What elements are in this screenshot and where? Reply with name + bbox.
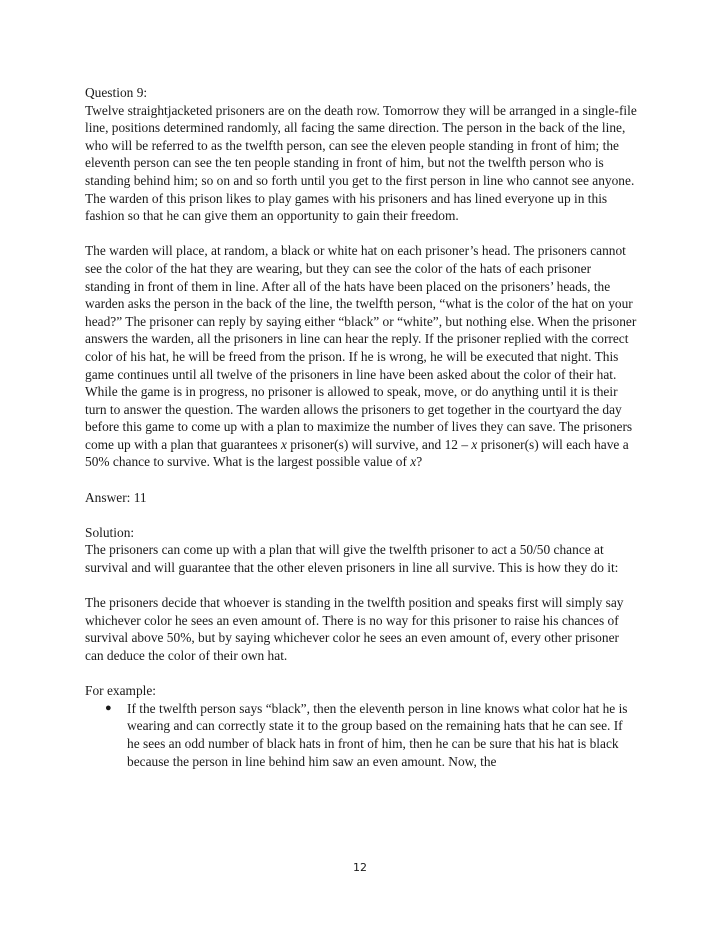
problem-paragraph-1: Twelve straightjacketed prisoners are on the death row. Tomorrow they will be arranged in a single-file line, positions determined randomly, all facing the same direction. The person in the back of the line, who will be referred to as the twelfth person, can see the eleven people standing in front of him; the eleventh person can see the ten people standing in front of him, but not the twelfth person who is standing behind him; so on and so forth until you get to the first person in line who cannot see anyone. The warden of this prison likes to play games with his prisoners and has lined everyone up in this fashion so that he can give them an opportunity to gain their freedom.: [85, 102, 637, 224]
variable-x: x: [410, 454, 417, 470]
list-item: [85, 700, 637, 770]
problem-paragraph-2-end: ?: [416, 454, 423, 470]
example-list: [85, 700, 637, 770]
problem-paragraph-2-mid2: prisoner(s) will each have a 50% chance to survive. What is the largest possible value of: [85, 436, 629, 470]
solution-paragraph-1: The prisoners can come up with a plan that will give the twelfth prisoner to act a 50/50 chance at survival and will guarantee that the other eleven prisoners in line all survive. This is how they do it:: [85, 542, 619, 576]
question-title: Question 9:: [85, 85, 148, 100]
solution-paragraph-2: The prisoners decide that whoever is standing in the twelfth position and speaks first will simply say whichever color he sees an even amount of. There is no way for this prisoner to raise his chances of survival above 50%, but by saying whichever color he sees an even amount of, every other prisoner can deduce the color of their own hat.: [85, 595, 624, 663]
variable-x: x: [471, 436, 478, 452]
problem-paragraph-2: [85, 242, 637, 471]
problem-paragraph-2-text: The warden will place, at random, a black or white hat on each prisoner’s head. The prisoners cannot see the color of the hat they are wearing, but they can see the color of the hats of each prisoner standing in front of them in line. After all of the hats have been placed on the prisoners’ heads, the warden asks the person in the back of the line, the twelfth person, “what is the color of the hat on your head?” The prisoner can reply by saying either “black” or “white”, but nothing else. When the prisoner answers the warden, all the prisoners in line can hear the reply. If the prisoner replied with the correct color of his hat, he will be freed from the prison. If he is wrong, he will be executed that night. This game continues until all twelve of the prisoners in line have been asked about the color of their hat. While the game is in progress, no prisoner is allowed to speak, move, or do anything until it is their turn to answer the question. The warden allows the prisoners to get together in the courtyard the day before this game to come up with a plan to maximize the number of lives they can save. The prisoners come up with a plan that guarantees: [85, 243, 637, 452]
variable-x: x: [280, 436, 287, 452]
solution-heading: Solution:: [85, 524, 135, 540]
list-item-text: If the twelfth person says “black”, then the eleventh person in line knows what color hat he is wearing and can correctly state it to the group based on the remaining hats that he can see. If he sees an odd number of black hats in front of him, then he can be sure that his hat is black because the person in line behind him saw an even amount. Now, the: [127, 700, 628, 769]
page-number: 12: [353, 861, 367, 874]
page-content: [85, 84, 637, 770]
answer-line: Answer: 11: [85, 489, 147, 505]
problem-paragraph-2-mid: prisoner(s) will survive, and 12 –: [286, 436, 472, 452]
example-heading: For example:: [85, 683, 157, 699]
bullet-icon: ●: [105, 701, 112, 714]
